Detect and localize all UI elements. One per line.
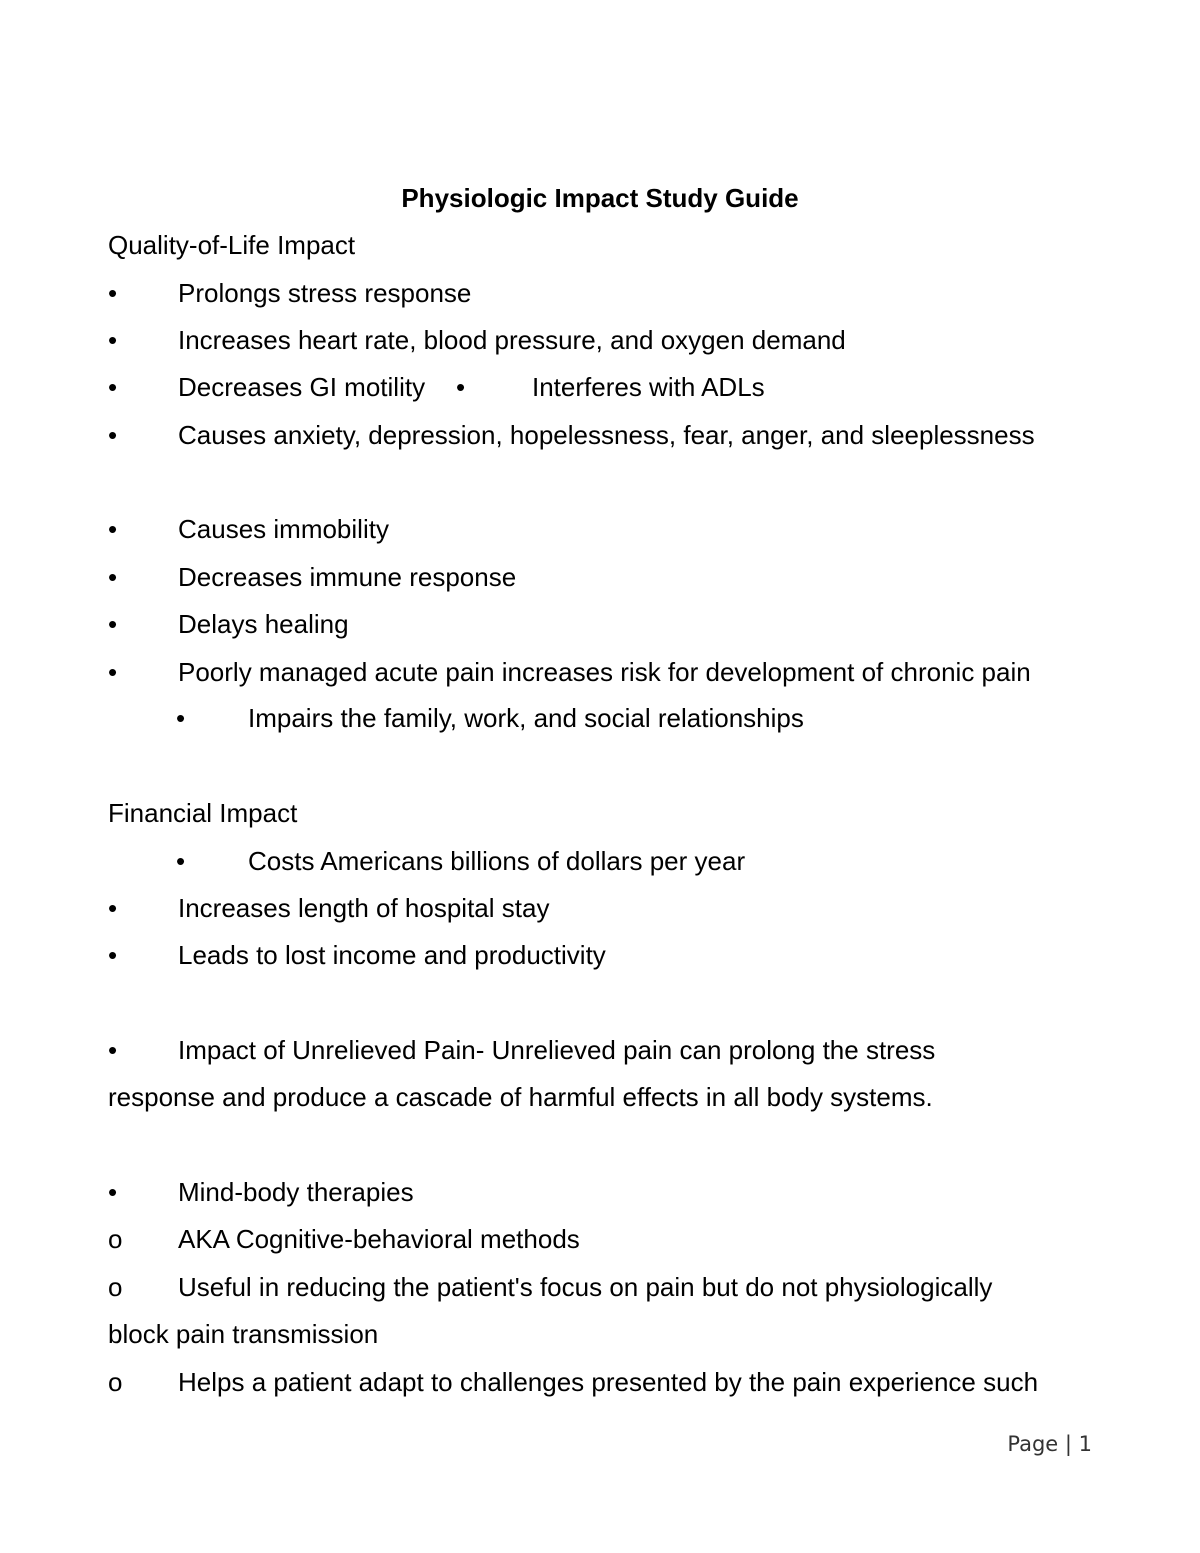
bullet: • (108, 657, 118, 687)
list-item: Impairs the family, work, and social relationships (248, 703, 804, 733)
bullet: • (108, 514, 118, 544)
bullet: • (108, 372, 118, 402)
list-item: Prolongs stress response (178, 278, 472, 308)
sub-marker: o (108, 1224, 123, 1254)
list-item: Leads to lost income and productivity (178, 940, 606, 970)
sub-marker: o (108, 1367, 123, 1397)
bullet: • (108, 420, 118, 450)
list-item: Poorly managed acute pain increases risk for development of chronic pain (178, 657, 1031, 687)
paragraph-line: response and produce a cascade of harmful effects in all body systems. (108, 1082, 933, 1112)
bullet: • (108, 893, 118, 923)
list-item: Increases heart rate, blood pressure, and oxygen demand (178, 325, 846, 355)
bullet: • (176, 846, 186, 876)
bullet: • (108, 278, 118, 308)
bullet: • (108, 609, 118, 639)
list-item: Costs Americans billions of dollars per year (248, 846, 746, 876)
list-item: Decreases immune response (178, 562, 517, 592)
list-item: Increases length of hospital stay (178, 893, 550, 923)
bullet: • (108, 562, 118, 592)
sub-marker: o (108, 1272, 123, 1302)
bullet: • (176, 703, 186, 733)
sub-item: Helps a patient adapt to challenges presented by the pain experience such (178, 1367, 1039, 1397)
page-title: Physiologic Impact Study Guide (401, 183, 799, 213)
quality-heading: Quality-of-Life Impact (108, 230, 356, 260)
financial-heading: Financial Impact (108, 798, 298, 828)
list-item: Delays healing (178, 609, 349, 639)
bullet: • (456, 372, 466, 402)
bullet: • (108, 1035, 118, 1065)
list-item: Decreases GI motility (178, 372, 426, 402)
paragraph-line: Impact of Unrelieved Pain- Unrelieved pain can prolong the stress (178, 1035, 936, 1065)
bullet: • (108, 940, 118, 970)
list-item: Mind-body therapies (178, 1177, 414, 1207)
sub-item: AKA Cognitive-behavioral methods (178, 1224, 580, 1254)
page-number: Page | 1 (1007, 1432, 1092, 1456)
bullet: • (108, 1177, 118, 1207)
sub-item: Useful in reducing the patient's focus on pain but do not physiologically (178, 1272, 993, 1302)
list-item: Causes anxiety, depression, hopelessness, fear, anger, and sleeplessness (178, 420, 1035, 450)
list-item: Causes immobility (178, 514, 389, 544)
bullet: • (108, 325, 118, 355)
sub-item-continuation: block pain transmission (108, 1319, 379, 1349)
list-item: Interferes with ADLs (532, 372, 765, 402)
